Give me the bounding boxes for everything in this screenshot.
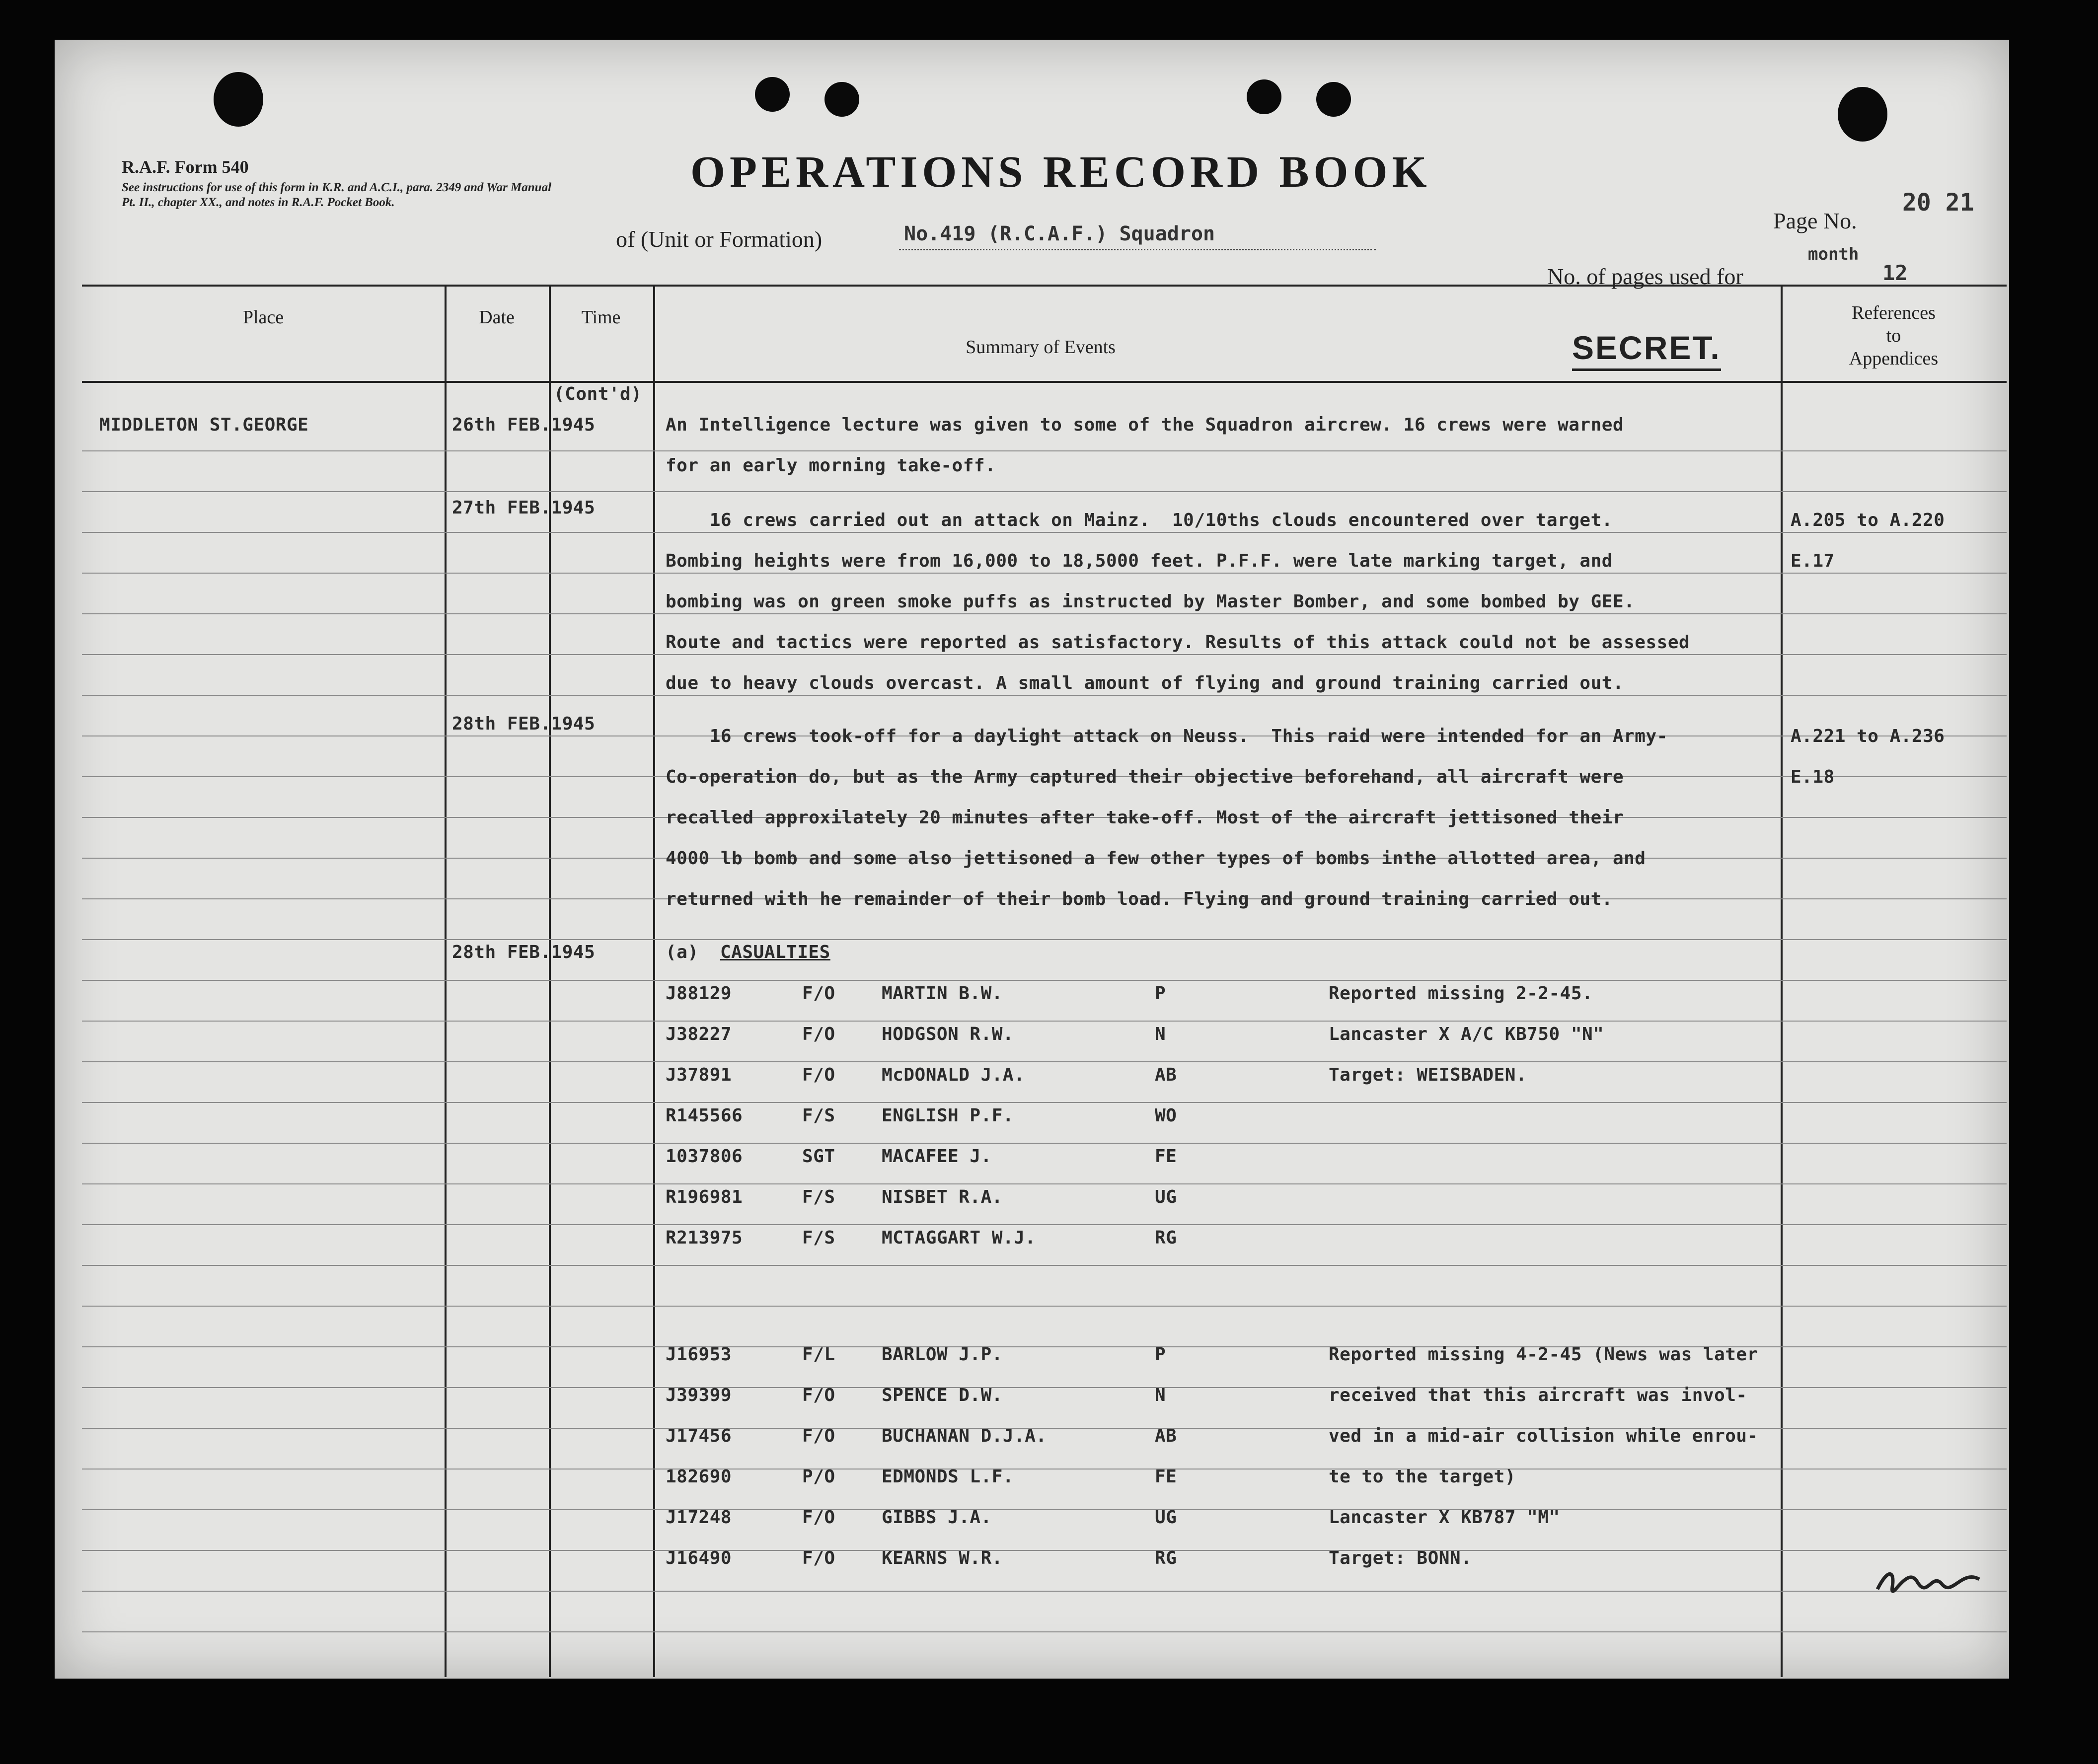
- summary-line: bombing was on green smoke puffs as instructed by Master Bomber, and some bombed by GEE.: [666, 591, 1635, 612]
- unit-label: of (Unit or Formation): [616, 226, 823, 252]
- summary-line: Bombing heights were from 16,000 to 18,5000 feet. P.F.F. were late marking target, and: [666, 551, 1613, 571]
- crew-role: UG: [1155, 1507, 1177, 1528]
- punch-hole: [214, 72, 263, 127]
- crew-note: Target: BONN.: [1329, 1548, 1472, 1568]
- crew-service-number: J16490: [666, 1548, 732, 1568]
- crew-note: Lancaster X A/C KB750 "N": [1329, 1024, 1604, 1044]
- page-number-value: 20 21: [1902, 189, 1974, 217]
- crew-note: te to the target): [1329, 1467, 1516, 1487]
- crew-name: BARLOW J.P.: [882, 1344, 1003, 1365]
- column-header-references: [1781, 301, 2007, 370]
- signature-mark: [1873, 1559, 1987, 1599]
- crew-service-number: J39399: [666, 1385, 732, 1405]
- crew-service-number: J88129: [666, 983, 732, 1004]
- page-number-label: Page No.: [1773, 208, 1857, 233]
- ruled-line: [82, 695, 2007, 696]
- crew-note: ved in a mid-air collision while enrou-: [1329, 1426, 1758, 1446]
- ref-header-line: Appendices: [1849, 348, 1939, 369]
- crew-role: AB: [1155, 1065, 1177, 1085]
- crew-role: FE: [1155, 1467, 1177, 1487]
- ruled-line: [82, 980, 2007, 981]
- date-entry: 28th FEB.1945: [452, 714, 596, 734]
- crew-service-number: R213975: [666, 1228, 743, 1248]
- punch-hole: [755, 77, 790, 112]
- summary-line: 4000 lb bomb and some also jettisoned a few other types of bombs inthe allotted area, and: [666, 848, 1646, 869]
- ref-header-line: References: [1852, 302, 1936, 323]
- ruled-line: [82, 1306, 2007, 1307]
- page-title: OPERATIONS RECORD BOOK: [690, 147, 1431, 197]
- crew-rank: F/O: [802, 1426, 835, 1446]
- ruled-line: [82, 450, 2007, 451]
- reference-entry: E.18: [1791, 767, 1835, 787]
- crew-note: Reported missing 2-2-45.: [1329, 983, 1593, 1004]
- form-number: R.A.F. Form 540: [122, 157, 249, 177]
- punch-hole: [1247, 79, 1281, 114]
- crew-name: MACAFEE J.: [882, 1146, 992, 1167]
- crew-service-number: R145566: [666, 1105, 743, 1126]
- unit-value: No.419 (R.C.A.F.) Squadron: [899, 222, 1376, 250]
- summary-line: An Intelligence lecture was given to some of the Squadron aircrew. 16 crews were warned: [666, 415, 1624, 435]
- crew-rank: F/O: [802, 1507, 835, 1528]
- crew-rank: F/S: [802, 1105, 835, 1126]
- record-sheet: [55, 40, 2009, 1679]
- crew-service-number: 1037806: [666, 1146, 743, 1167]
- crew-service-number: R196981: [666, 1187, 743, 1207]
- crew-note: Reported missing 4-2-45 (News was later: [1329, 1344, 1758, 1365]
- ruled-line: [82, 1550, 2007, 1551]
- column-header-date: Date: [479, 307, 515, 328]
- crew-rank: SGT: [802, 1146, 835, 1167]
- crew-name: GIBBS J.A.: [882, 1507, 992, 1528]
- ruled-line: [82, 532, 2007, 533]
- pages-used-period: month: [1808, 244, 1859, 264]
- reference-entry: A.221 to A.236: [1791, 726, 1945, 746]
- ruled-line: [82, 573, 2007, 574]
- crew-rank: F/S: [802, 1187, 835, 1207]
- crew-service-number: 182690: [666, 1467, 732, 1487]
- crew-name: ENGLISH P.F.: [882, 1105, 1014, 1126]
- crew-note: received that this aircraft was invol-: [1329, 1385, 1747, 1405]
- ruled-line: [82, 654, 2007, 655]
- crew-service-number: J38227: [666, 1024, 732, 1044]
- crew-rank: F/L: [802, 1344, 835, 1365]
- ruled-line: [82, 491, 2007, 492]
- crew-role: N: [1155, 1385, 1166, 1405]
- summary-line: due to heavy clouds overcast. A small amount of flying and ground training carried out.: [666, 673, 1624, 693]
- header-divider: [82, 381, 2007, 383]
- ruled-line: [82, 1183, 2007, 1184]
- crew-service-number: J17456: [666, 1426, 732, 1446]
- crew-name: EDMONDS L.F.: [882, 1467, 1014, 1487]
- crew-rank: F/O: [802, 1065, 835, 1085]
- crew-role: P: [1155, 1344, 1166, 1365]
- crew-role: WO: [1155, 1105, 1177, 1126]
- pages-used-value: 12: [1882, 261, 1908, 285]
- crew-rank: F/S: [802, 1228, 835, 1248]
- ruled-line: [82, 1021, 2007, 1022]
- ruled-line: [82, 1224, 2007, 1225]
- summary-line: 16 crews carried out an attack on Mainz. 10/10ths clouds encountered over target.: [666, 510, 1613, 530]
- summary-line: returned with he remainder of their bomb load. Flying and ground training carried out.: [666, 889, 1613, 909]
- casualties-prefix: (a): [666, 942, 699, 962]
- ruled-line: [82, 939, 2007, 940]
- crew-role: FE: [1155, 1146, 1177, 1167]
- crew-role: RG: [1155, 1548, 1177, 1568]
- crew-name: McDONALD J.A.: [882, 1065, 1025, 1085]
- reference-entry: E.17: [1791, 551, 1835, 571]
- summary-line: Co-operation do, but as the Army captured their objective beforehand, all aircraft were: [666, 767, 1624, 787]
- crew-service-number: J37891: [666, 1065, 732, 1085]
- crew-role: N: [1155, 1024, 1166, 1044]
- summary-line: for an early morning take-off.: [666, 455, 996, 476]
- crew-name: BUCHANAN D.J.A.: [882, 1426, 1047, 1446]
- crew-role: P: [1155, 983, 1166, 1004]
- punch-hole: [1316, 82, 1351, 117]
- time-continued: (Cont'd): [554, 384, 642, 404]
- pages-used-label: No. of pages used for: [1547, 264, 1743, 289]
- crew-service-number: J17248: [666, 1507, 732, 1528]
- record-table: [82, 285, 2007, 1677]
- punch-hole: [1838, 87, 1887, 142]
- ruled-line: [82, 1469, 2007, 1470]
- ruled-line: [82, 613, 2007, 614]
- crew-name: NISBET R.A.: [882, 1187, 1003, 1207]
- column-header-time: Time: [581, 307, 621, 328]
- ruled-line: [82, 1061, 2007, 1062]
- crew-note: Lancaster X KB787 "M": [1329, 1507, 1560, 1528]
- ruled-line: [82, 1143, 2007, 1144]
- ref-header-line: to: [1886, 325, 1901, 346]
- ruled-line: [82, 1265, 2007, 1266]
- ruled-line: [82, 1591, 2007, 1592]
- summary-line: recalled approxilately 20 minutes after take-off. Most of the aircraft jettisoned their: [666, 808, 1624, 828]
- column-header-place: Place: [242, 307, 284, 328]
- crew-rank: P/O: [802, 1467, 835, 1487]
- punch-hole: [824, 82, 859, 117]
- date-entry: 26th FEB.1945: [452, 415, 596, 435]
- crew-rank: F/O: [802, 983, 835, 1004]
- date-entry: 28th FEB.1945: [452, 942, 596, 962]
- ruled-line: [82, 1102, 2007, 1103]
- crew-rank: F/O: [802, 1548, 835, 1568]
- crew-name: KEARNS W.R.: [882, 1548, 1003, 1568]
- place-entry: MIDDLETON ST.GEORGE: [99, 415, 309, 435]
- casualties-heading: CASUALTIES: [720, 942, 830, 962]
- column-header-summary: Summary of Events: [966, 337, 1116, 358]
- ruled-line: [82, 1509, 2007, 1510]
- crew-name: MCTAGGART W.J.: [882, 1228, 1036, 1248]
- form-instructions: See instructions for use of this form in K.R. and A.C.I., para. 2349 and War Manual Pt. II., chapter XX., and notes in R.A.F. Pocket Book.: [122, 181, 552, 209]
- crew-rank: F/O: [802, 1024, 835, 1044]
- date-entry: 27th FEB.1945: [452, 498, 596, 518]
- crew-name: HODGSON R.W.: [882, 1024, 1014, 1044]
- crew-name: SPENCE D.W.: [882, 1385, 1003, 1405]
- crew-rank: F/O: [802, 1385, 835, 1405]
- ruled-line: [82, 1631, 2007, 1632]
- crew-role: UG: [1155, 1187, 1177, 1207]
- reference-entry: A.205 to A.220: [1791, 510, 1945, 530]
- secret-stamp: SECRET.: [1572, 329, 1721, 371]
- summary-line: 16 crews took-off for a daylight attack on Neuss. This raid were intended for an Army-: [666, 726, 1668, 746]
- summary-line: Route and tactics were reported as satisfactory. Results of this attack could not be assessed: [666, 632, 1690, 653]
- crew-service-number: J16953: [666, 1344, 732, 1365]
- crew-name: MARTIN B.W.: [882, 983, 1003, 1004]
- crew-role: AB: [1155, 1426, 1177, 1446]
- crew-role: RG: [1155, 1228, 1177, 1248]
- crew-note: Target: WEISBADEN.: [1329, 1065, 1527, 1085]
